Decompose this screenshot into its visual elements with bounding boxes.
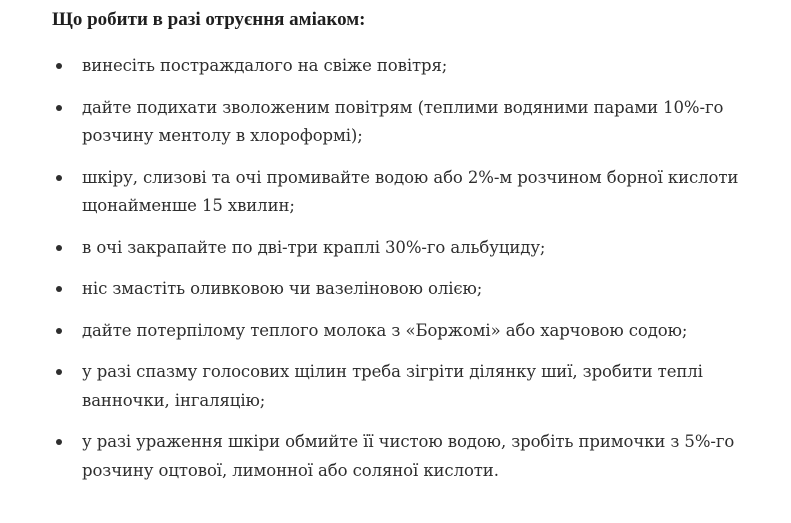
list-item <box>52 164 751 221</box>
list-item <box>52 234 751 263</box>
list-item-text: у разі спазму голосових щілин треба зігріти ділянку шиї, зробити теплі ванночки, інгаляцію; <box>82 362 703 410</box>
first-aid-steps-list <box>52 52 751 485</box>
list-item <box>52 317 751 346</box>
list-item <box>52 52 751 81</box>
list-item-text: шкіру, слизові та очі промивайте водою або 2%-м розчином борної кислоти щонайменше 15 хвилин; <box>82 167 739 215</box>
list-item-text: у разі ураження шкіри обмийте її чистою водою, зробіть примочки з 5%-го розчину оцтової, лимонної або соляної кислоти. <box>82 432 735 480</box>
bullet-icon <box>56 175 62 181</box>
bullet-icon <box>56 63 62 69</box>
list-item-text: дайте потерпілому теплого молока з «Боржомі» або харчовою содою; <box>82 320 688 340</box>
bullet-icon <box>56 369 62 375</box>
bullet-icon <box>56 286 62 292</box>
list-item <box>52 94 751 151</box>
list-item <box>52 275 751 304</box>
list-item-text: дайте подихати зволоженим повітрям (теплими водяними парами 10%-го розчину ментолу в хлороформі); <box>82 97 724 145</box>
bullet-icon <box>56 328 62 334</box>
list-item-text: в очі закрапайте по дві-три краплі 30%-го альбуциду; <box>82 237 546 257</box>
list-item <box>52 428 751 485</box>
section-heading: Що робити в разі отруєння аміаком: <box>52 9 366 30</box>
bullet-icon <box>56 439 62 445</box>
list-item-text: ніс змастіть оливковою чи вазеліновою олією; <box>82 279 483 298</box>
bullet-icon <box>56 245 62 251</box>
list-item-text: винесіть постраждалого на свіже повітря; <box>82 56 448 75</box>
bullet-icon <box>56 105 62 111</box>
list-item <box>52 358 751 415</box>
